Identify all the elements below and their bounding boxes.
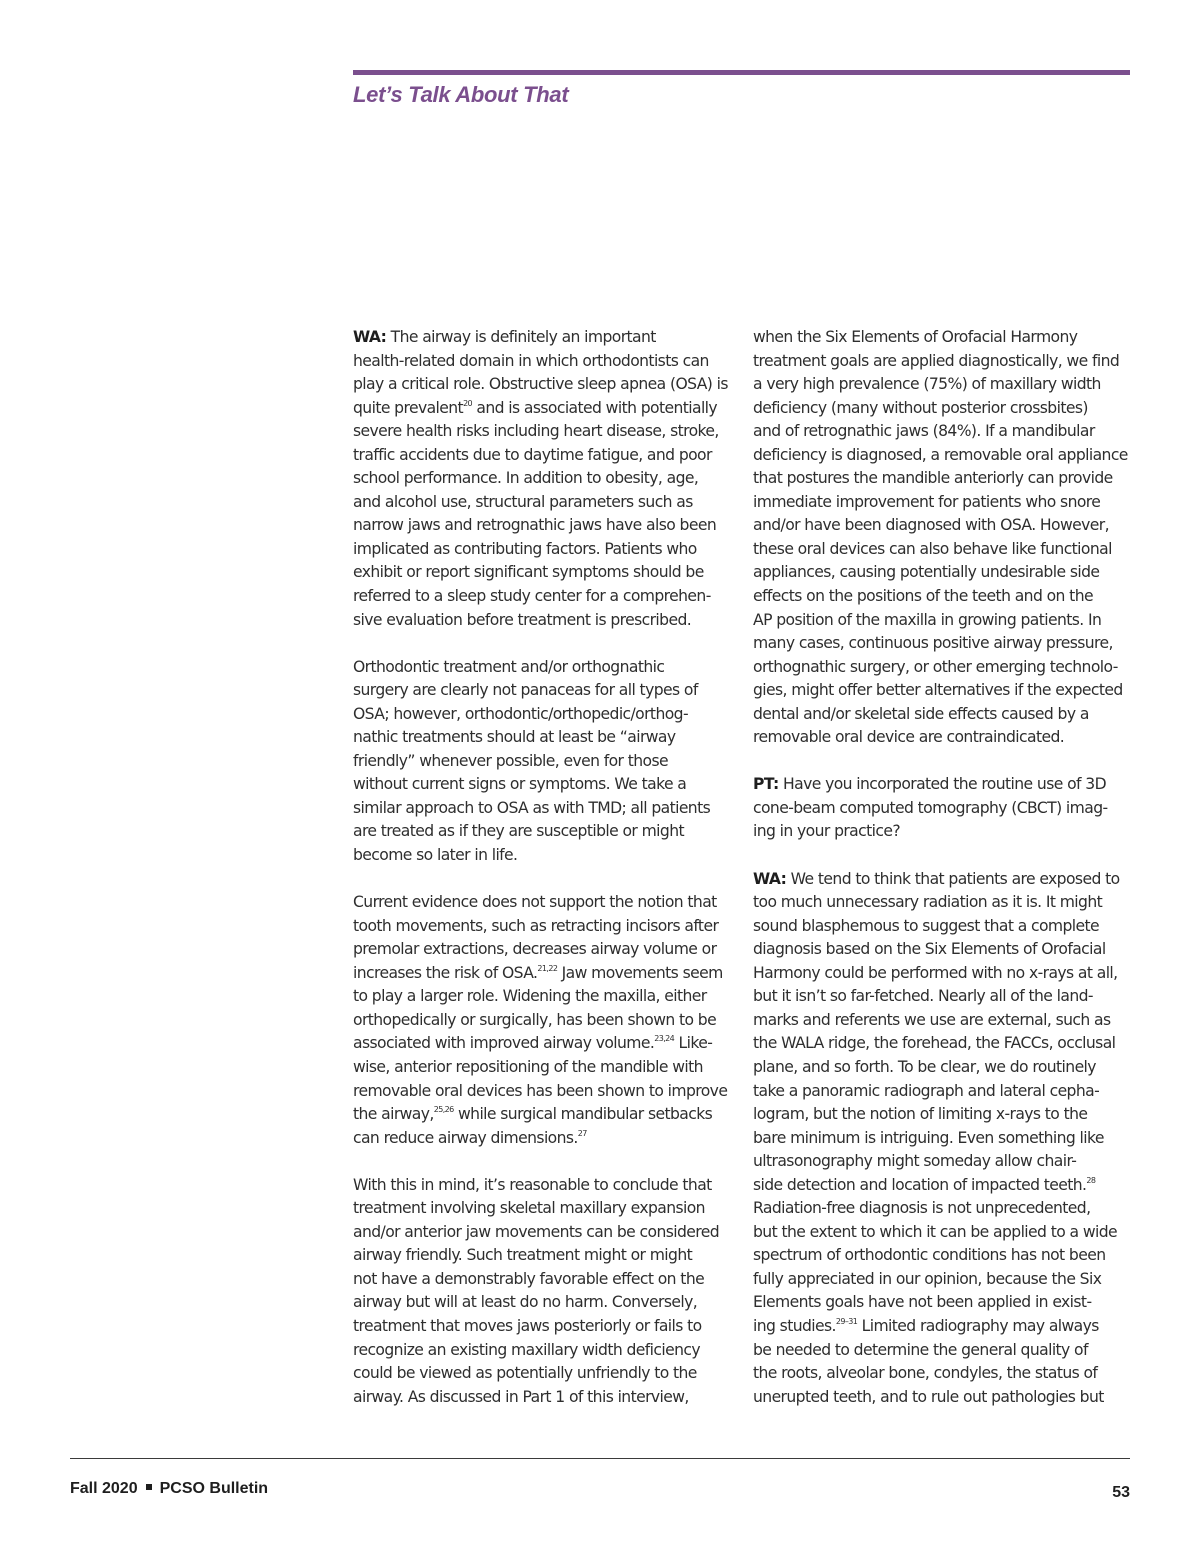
text-line: severe health risks including heart disease, stroke, xyxy=(353,422,719,441)
text-line: recognize an existing maxillary width deficiency xyxy=(353,1340,700,1359)
text-line: referred to a sleep study center for a comprehen- xyxy=(353,587,711,606)
text-line: removable oral device are contraindicated. xyxy=(753,728,1065,747)
text-line xyxy=(753,868,1131,892)
text-line: dental and/or skeletal side effects caused by a xyxy=(753,704,1089,723)
line-text: and is associated with potentially xyxy=(472,398,718,417)
text-line: spectrum of orthodontic conditions has not been xyxy=(753,1246,1106,1265)
text-line: but it isn’t so far-fetched. Nearly all of the land- xyxy=(753,987,1093,1006)
text-line: and alcohol use, structural parameters such as xyxy=(353,492,693,511)
text-line: be needed to determine the general quality of xyxy=(753,1340,1088,1359)
text-line: OSA; however, orthodontic/orthopedic/orthog- xyxy=(353,704,688,723)
citation-superscript: 28 xyxy=(1086,1175,1096,1185)
line-text: increases the risk of OSA. xyxy=(353,963,538,982)
text-line: gies, might offer better alternatives if the expected xyxy=(753,681,1123,700)
text-line: narrow jaws and retrognathic jaws have also been xyxy=(353,516,717,535)
speaker-label: WA: xyxy=(353,328,387,346)
text-line: ing in your practice? xyxy=(753,822,900,841)
text-line: treatment involving skeletal maxillary expansion xyxy=(353,1199,705,1218)
text-line: airway. As discussed in Part 1 of this interview, xyxy=(353,1387,689,1406)
line-text: can reduce airway dimensions. xyxy=(353,1128,578,1147)
text-line: the roots, alveolar bone, condyles, the status of xyxy=(753,1364,1098,1383)
text-line xyxy=(353,397,731,421)
text-line: similar approach to OSA as with TMD; all patients xyxy=(353,798,711,817)
text-line: school performance. In addition to obesity, age, xyxy=(353,469,699,488)
line-text: Have you incorporated the routine use of 3D xyxy=(778,775,1106,794)
text-line: not have a demonstrably favorable effect on the xyxy=(353,1269,705,1288)
speaker-label: PT: xyxy=(753,775,779,794)
text-line: orthognathic surgery, or other emerging technolo- xyxy=(753,657,1118,676)
header-rule xyxy=(353,70,1130,75)
text-line xyxy=(753,1174,1131,1198)
text-line: deficiency is diagnosed, a removable oral appliance xyxy=(753,445,1128,464)
citation-superscript: 27 xyxy=(577,1128,587,1138)
text-line: to play a larger role. Widening the maxilla, either xyxy=(353,987,707,1006)
footer-publication: PCSO Bulletin xyxy=(159,1480,269,1497)
line-text: The airway is definitely an important xyxy=(386,328,656,346)
text-line xyxy=(353,1103,731,1127)
text-line: when the Six Elements of Orofacial Harmony xyxy=(753,328,1078,346)
text-line: Harmony could be performed with no x-rays at all, xyxy=(753,963,1118,982)
text-line xyxy=(353,1127,731,1151)
text-line: airway friendly. Such treatment might or might xyxy=(353,1246,693,1265)
text-line: AP position of the maxilla in growing patients. In xyxy=(753,610,1102,629)
text-line: the WALA ridge, the forehead, the FACCs, occlusal xyxy=(753,1034,1116,1053)
text-line: effects on the positions of the teeth and on the xyxy=(753,587,1093,606)
text-line: sive evaluation before treatment is prescribed. xyxy=(353,610,692,629)
text-line: bare minimum is intriguing. Even something like xyxy=(753,1128,1104,1147)
bullet-icon xyxy=(146,1484,152,1490)
text-line: and of retrognathic jaws (84%). If a mandibular xyxy=(753,422,1095,441)
text-line: nathic treatments should at least be “airway xyxy=(353,728,676,747)
page-number: 53 xyxy=(1112,1484,1130,1501)
text-line: but the extent to which it can be applied to a wide xyxy=(753,1222,1117,1241)
footer-issue: Fall 2020 xyxy=(70,1480,138,1497)
text-line: that postures the mandible anteriorly can provide xyxy=(753,469,1113,488)
text-line: Orthodontic treatment and/or orthognathic xyxy=(353,657,665,676)
text-line: Current evidence does not support the notion that xyxy=(353,893,717,912)
text-line: wise, anterior repositioning of the mandible with xyxy=(353,1057,703,1076)
line-text: quite prevalent xyxy=(353,398,464,417)
text-line: traffic accidents due to daytime fatigue, and poor xyxy=(353,445,712,464)
text-line: tooth movements, such as retracting incisors after xyxy=(353,916,719,935)
text-line: and/or have been diagnosed with OSA. However, xyxy=(753,516,1109,535)
text-line: these oral devices can also behave like functional xyxy=(753,539,1112,558)
text-line: sound blasphemous to suggest that a complete xyxy=(753,916,1100,935)
text-line: premolar extractions, decreases airway volume or xyxy=(353,940,717,959)
line-text: the airway, xyxy=(353,1105,434,1124)
text-line: implicated as contributing factors. Patients who xyxy=(353,539,697,558)
text-line: treatment that moves jaws posteriorly or fails to xyxy=(353,1316,702,1335)
text-line: immediate improvement for patients who snore xyxy=(753,492,1101,511)
text-line: treatment goals are applied diagnostically, we find xyxy=(753,351,1120,370)
text-line: unerupted teeth, and to rule out pathologies but xyxy=(753,1387,1104,1406)
text-line: With this in mind, it’s reasonable to conclude that xyxy=(353,1175,712,1194)
text-line: fully appreciated in our opinion, because the Six xyxy=(753,1269,1102,1288)
citation-superscript: 23,24 xyxy=(654,1034,675,1044)
text-line: deficiency (many without posterior crossbites) xyxy=(753,398,1088,417)
text-line: exhibit or report significant symptoms should be xyxy=(353,563,704,582)
text-line: and/or anterior jaw movements can be considered xyxy=(353,1222,720,1241)
text-line: health-related domain in which orthodontists can xyxy=(353,351,709,370)
text-line: airway but will at least do no harm. Conversely, xyxy=(353,1293,698,1312)
paragraph-break xyxy=(753,844,1131,868)
text-line: appliances, causing potentially undesirable side xyxy=(753,563,1100,582)
text-line: cone-beam computed tomography (CBCT) imag- xyxy=(753,798,1108,817)
text-line: diagnosis based on the Six Elements of Orofacial xyxy=(753,940,1106,959)
citation-superscript: 29–31 xyxy=(835,1316,858,1326)
line-text: Limited radiography may always xyxy=(857,1316,1099,1335)
citation-superscript: 20 xyxy=(463,398,473,408)
text-line: too much unnecessary radiation as it is. It might xyxy=(753,893,1103,912)
line-text: ing studies. xyxy=(753,1316,836,1335)
text-line: become so later in life. xyxy=(353,846,518,865)
text-line: Radiation-free diagnosis is not unprecedented, xyxy=(753,1199,1091,1218)
text-line xyxy=(353,326,731,350)
text-line: plane, and so forth. To be clear, we do routinely xyxy=(753,1057,1096,1076)
text-line: friendly” whenever possible, even for those xyxy=(353,751,668,770)
right-column xyxy=(753,326,1131,1409)
text-line: play a critical role. Obstructive sleep apnea (OSA) is xyxy=(353,375,728,394)
text-line xyxy=(353,1032,731,1056)
text-line: Elements goals have not been applied in exist- xyxy=(753,1293,1092,1312)
left-column xyxy=(353,326,731,1409)
line-text: associated with improved airway volume. xyxy=(353,1034,655,1053)
line-text: Like- xyxy=(674,1034,713,1053)
citation-superscript: 21,22 xyxy=(537,963,558,973)
line-text: Jaw movements seem xyxy=(557,963,723,982)
paragraph-break xyxy=(353,632,731,656)
text-line: a very high prevalence (75%) of maxillary width xyxy=(753,375,1101,394)
text-line xyxy=(753,773,1131,797)
section-title: Let’s Talk About That xyxy=(353,82,569,107)
text-line: surgery are clearly not panaceas for all types of xyxy=(353,681,698,700)
citation-superscript: 25,26 xyxy=(433,1105,454,1115)
footer-issue-line xyxy=(70,1480,268,1498)
paragraph-break xyxy=(753,750,1131,774)
text-line: removable oral devices has been shown to improve xyxy=(353,1081,728,1100)
footer-rule xyxy=(70,1458,1130,1459)
text-line: ultrasonography might someday allow chair- xyxy=(753,1152,1077,1171)
paragraph-break xyxy=(353,1150,731,1174)
speaker-label: WA: xyxy=(753,869,787,888)
paragraph-break xyxy=(353,868,731,892)
line-text: side detection and location of impacted teeth. xyxy=(753,1175,1087,1194)
text-line: could be viewed as potentially unfriendly to the xyxy=(353,1364,697,1383)
text-line: orthopedically or surgically, has been shown to be xyxy=(353,1010,717,1029)
text-line: without current signs or symptoms. We take a xyxy=(353,775,687,794)
text-line: logram, but the notion of limiting x-rays to the xyxy=(753,1105,1088,1124)
text-line: take a panoramic radiograph and lateral cepha- xyxy=(753,1081,1100,1100)
text-line: many cases, continuous positive airway pressure, xyxy=(753,634,1113,653)
line-text: We tend to think that patients are exposed to xyxy=(786,869,1120,888)
text-line: are treated as if they are susceptible or might xyxy=(353,822,684,841)
text-line: marks and referents we use are external, such as xyxy=(753,1010,1111,1029)
line-text: while surgical mandibular setbacks xyxy=(453,1105,713,1124)
text-line xyxy=(353,962,731,986)
text-line xyxy=(753,1315,1131,1339)
